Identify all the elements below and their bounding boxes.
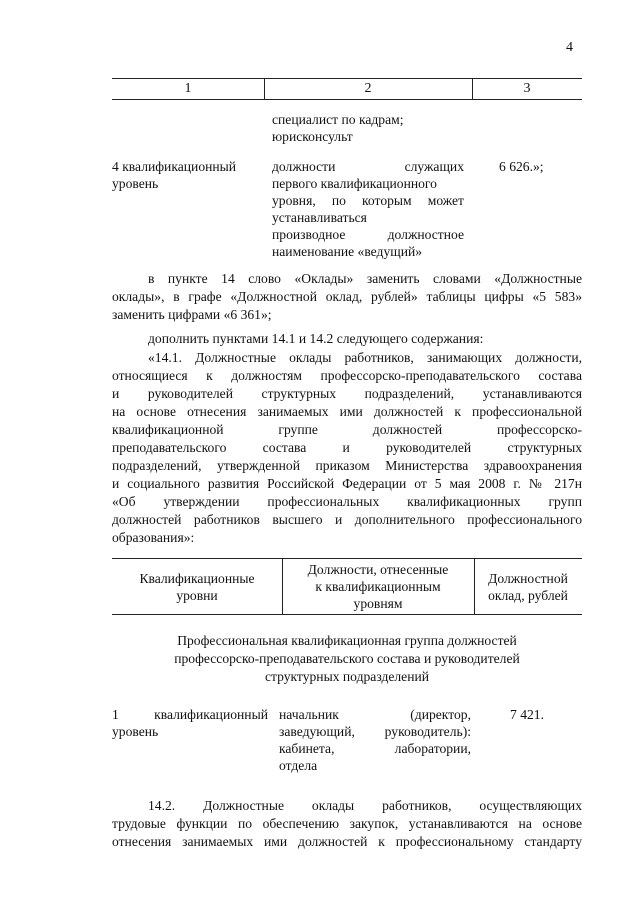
position-line: производное должностное [272,227,464,242]
text-line: оклады», в графе «Должностной оклад, рублей» таблицы цифры «5 583» [112,289,582,304]
text-line: 14.2. Должностные оклады работников, осуществляющих [148,798,582,813]
qualification-level [112,706,268,740]
table-row [272,111,404,145]
title-line: Профессиональная квалификационная группа должностей [177,633,517,648]
qualification-level [112,158,264,192]
level-line: 4 квалификационный [112,159,237,174]
column-header-3: 3 [523,81,531,96]
position-line: уровня, по которым может [272,193,464,208]
title-line: структурных подразделений [264,669,430,684]
table-top-rule [112,558,582,559]
level-line: уровень [112,176,159,191]
table-top-rule [112,78,582,79]
text-line: отнесения занимаемых ими должностей к профессиональному стандарту [112,834,582,849]
header-line: Должности, отнесенные [307,562,449,577]
text-line: образования»: [112,530,195,545]
table-header-rule [112,614,582,615]
column-header-levels [112,570,282,604]
position-line: специалист по кадрам; [272,112,404,127]
text-line: «Об утверждении профессиональных квалификационных групп [112,494,582,509]
position-line: наименование «ведущий» [272,244,423,259]
header-line: Должностной [488,571,568,586]
position-line: заведующий, руководитель): [279,724,471,739]
header-line: к квалификационным [315,579,441,594]
positions-cell [272,158,464,260]
text-line: трудовые функции по обеспечению закупок, устанавливаются на основе [112,816,582,831]
position-line: должности служащих [272,159,464,174]
position-line: юрисконсульт [272,129,353,144]
level-line: уровень [112,724,159,739]
position-line: кабинета, лаборатории, [279,741,471,756]
text-line: в пункте 14 слово «Оклады» заменить словами «Должностные [148,271,582,286]
positions-cell [279,706,471,774]
page-number: 4 [566,40,573,55]
position-line: начальник (директор, [279,707,471,722]
text-line: подразделений, утвержденной приказом Министерства здравоохранения [112,458,582,473]
column-header-2: 2 [364,81,372,96]
position-line: отдела [279,758,318,773]
text-line: преподавательского состава и руководителей структурных [112,440,582,455]
title-line: профессорско-преподавательского состава и руководителей [174,651,520,666]
header-line: уровни [176,588,218,603]
text-line: относящиеся к должностям профессорско-преподавательского состава [112,368,582,383]
position-line: первого квалификационного [272,176,437,191]
header-line: Квалификационные [139,571,255,586]
text-line: заменить цифрами «6 361»; [112,307,272,322]
text-line: на основе отнесения занимаемых ими должностей к профессиональной [112,404,582,419]
column-header-positions [282,561,474,612]
text-line: должностей работников высшего и дополнительного профессионального [112,512,582,527]
column-header-salary [474,570,582,604]
level-line: 1 квалификационный [112,707,268,722]
text-line: и социального развития Российской Федерации от 5 мая 2008 г. № 217н [112,476,582,491]
text-line: «14.1. Должностные оклады работников, занимающих должности, [148,350,582,365]
header-line: уровням [353,596,403,611]
salary-value: 7 421. [510,707,544,722]
header-line: оклад, рублей [488,588,568,603]
position-line: устанавливаться [272,210,367,225]
amendment-paragraph-2: дополнить пунктами 14.1 и 14.2 следующего содержания: [148,331,484,346]
table-header-rule [112,99,582,100]
salary-value: 6 626.»; [499,159,544,174]
column-header-1: 1 [184,81,192,96]
text-line: и руководителей структурных подразделений, устанавливаются [112,386,582,401]
text-line: квалификационной группе должностей профессорско- [112,422,582,437]
